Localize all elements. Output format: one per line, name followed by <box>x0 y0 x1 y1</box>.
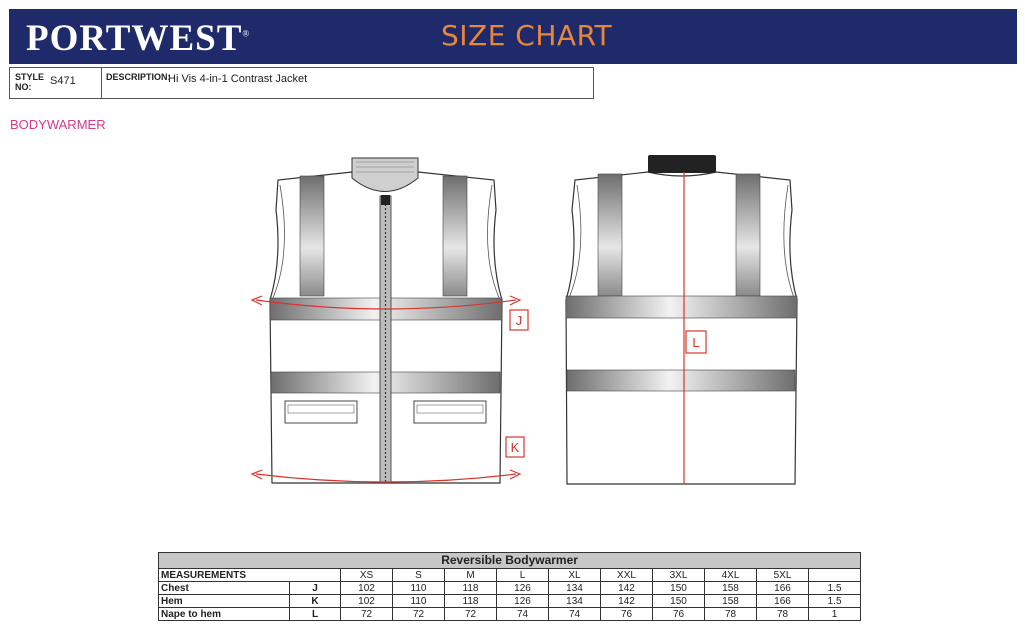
table-cell: 78 <box>757 608 809 621</box>
registered-mark: ® <box>242 28 251 39</box>
row-code: L <box>290 608 341 621</box>
table-cell: 150 <box>653 582 705 595</box>
section-title: BODYWARMER <box>10 117 106 132</box>
style-no-label: NO: <box>15 82 32 92</box>
front-vertical-stripe-left <box>300 176 324 296</box>
table-cell: 142 <box>601 582 653 595</box>
size-header: XXL <box>601 569 653 582</box>
back-collar <box>648 155 716 173</box>
back-view <box>566 155 797 484</box>
front-vertical-stripe-right <box>443 176 467 296</box>
back-lower-band <box>567 370 795 391</box>
table-cell: 158 <box>705 595 757 608</box>
description-value: Hi Vis 4-in-1 Contrast Jacket <box>168 73 308 85</box>
front-zip-tape <box>380 196 391 483</box>
size-header: XS <box>341 569 393 582</box>
size-header: XL <box>549 569 601 582</box>
table-cell: 76 <box>601 608 653 621</box>
table-row <box>159 608 861 621</box>
front-pocket-left-flap <box>288 405 354 413</box>
front-pocket-right-flap <box>417 405 483 413</box>
table-header-row <box>159 569 861 582</box>
page-title: SIZE CHART <box>441 19 613 52</box>
table-title-row <box>159 553 861 569</box>
table-cell: 134 <box>549 595 601 608</box>
size-header: M <box>445 569 497 582</box>
table-row <box>159 595 861 608</box>
size-header <box>809 569 861 582</box>
table-row <box>159 582 861 595</box>
table-cell: 134 <box>549 582 601 595</box>
row-code: K <box>290 595 341 608</box>
back-upper-band <box>566 296 797 318</box>
table-cell: 166 <box>757 595 809 608</box>
table-cell: 110 <box>393 595 445 608</box>
front-view <box>252 158 528 483</box>
row-name: Hem <box>159 595 290 608</box>
back-vertical-stripe-left <box>598 174 622 296</box>
size-header: S <box>393 569 445 582</box>
table-cell: 158 <box>705 582 757 595</box>
table-cell: 76 <box>653 608 705 621</box>
table-cell: 74 <box>497 608 549 621</box>
row-name: Chest <box>159 582 290 595</box>
table-cell: 72 <box>445 608 497 621</box>
row-code: J <box>290 582 341 595</box>
table-cell: 1.5 <box>809 582 861 595</box>
table-cell: 1 <box>809 608 861 621</box>
hem-label: K <box>510 440 520 455</box>
size-table <box>158 552 861 621</box>
table-cell: 102 <box>341 582 393 595</box>
table-cell: 1.5 <box>809 595 861 608</box>
table-cell: 118 <box>445 595 497 608</box>
length-label: L <box>692 335 700 350</box>
zip-puller <box>381 195 390 205</box>
table-cell: 126 <box>497 595 549 608</box>
table-cell: 118 <box>445 582 497 595</box>
description-label: DESCRIPTION: <box>106 72 171 82</box>
size-header: 3XL <box>653 569 705 582</box>
size-header: 5XL <box>757 569 809 582</box>
table-cell: 74 <box>549 608 601 621</box>
table-title: Reversible Bodywarmer <box>159 553 861 569</box>
table-cell: 72 <box>341 608 393 621</box>
table-cell: 72 <box>393 608 445 621</box>
chest-label: J <box>515 313 523 328</box>
table-cell: 142 <box>601 595 653 608</box>
size-header: L <box>497 569 549 582</box>
back-vertical-stripe-right <box>736 174 760 296</box>
style-label: STYLE <box>15 72 45 82</box>
row-name: Nape to hem <box>159 608 290 621</box>
brand-name: PORTWEST <box>26 18 243 59</box>
size-header: 4XL <box>705 569 757 582</box>
table-cell: 78 <box>705 608 757 621</box>
table-cell: 126 <box>497 582 549 595</box>
table-cell: 150 <box>653 595 705 608</box>
measurements-header: MEASUREMENTS <box>159 569 341 582</box>
style-number: S471 <box>50 75 76 87</box>
table-cell: 102 <box>341 595 393 608</box>
table-cell: 166 <box>757 582 809 595</box>
table-cell: 110 <box>393 582 445 595</box>
